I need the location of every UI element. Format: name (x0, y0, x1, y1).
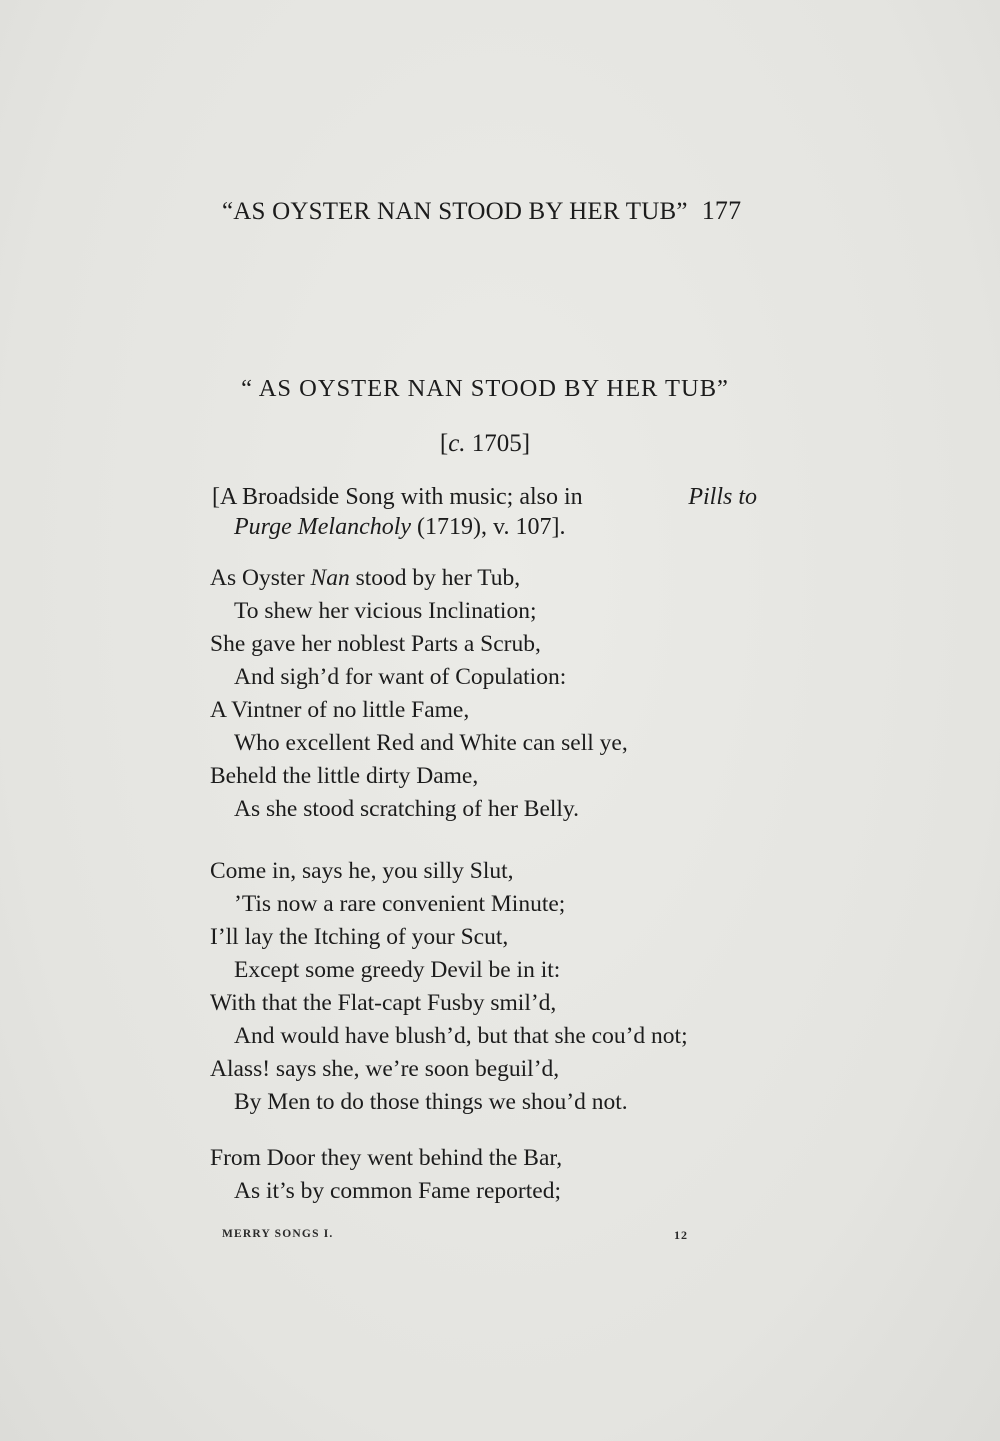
source-note-title-part-2: Purge Melancholy (234, 514, 412, 540)
source-note-line-2 (212, 512, 757, 542)
page-number: 177 (701, 196, 742, 225)
song-date (205, 430, 765, 458)
verse-line: Except some greedy Devil be in it: (234, 957, 561, 983)
date-year: 1705] (465, 430, 531, 457)
running-head (222, 196, 762, 226)
verse-line (210, 562, 770, 595)
verse-line: And sigh’d for want of Copulation: (234, 664, 567, 690)
verse-line: Alass! says she, we’re soon beguil’d, (210, 1056, 560, 1082)
date-circa: c. (448, 430, 466, 457)
signature-number: 12 (674, 1228, 688, 1242)
running-head-title: “AS OYSTER NAN STOOD BY HER TUB” (222, 198, 688, 225)
verse-line: Who excellent Red and White can sell ye, (234, 730, 628, 756)
source-note (212, 482, 757, 542)
source-note-line-1 (212, 482, 757, 512)
verse-line: From Door they went behind the Bar, (210, 1145, 563, 1171)
stanza-2 (210, 855, 770, 1119)
verse-line: Come in, says he, you silly Slut, (210, 858, 514, 884)
stanza-3 (210, 1142, 770, 1208)
source-note-title-part-1: Pills to (688, 484, 757, 510)
date-open-bracket: [ (439, 430, 449, 457)
verse-line: Beheld the little dirty Dame, (210, 763, 479, 789)
verse-line: I’ll lay the Itching of your Scut, (210, 924, 509, 950)
verse-line: As it’s by common Fame reported; (234, 1178, 561, 1204)
verse-italic-name: Nan (310, 565, 350, 591)
verse-text: As Oyster (210, 565, 311, 591)
verse-line: A Vintner of no little Fame, (210, 697, 470, 723)
stanza-1 (210, 562, 770, 826)
verse-line: By Men to do those things we shou’d not. (234, 1089, 628, 1115)
verse-line: And would have blush’d, but that she cou’d not; (234, 1023, 688, 1049)
song-title: “ AS OYSTER NAN STOOD BY HER TUB” (241, 375, 729, 402)
verse-line: To shew her vicious Inclination; (234, 598, 537, 624)
verse-line: ’Tis now a rare convenient Minute; (234, 891, 566, 917)
verse-text: stood by her Tub, (349, 565, 521, 591)
source-note-end: (1719), v. 107]. (411, 514, 566, 540)
verse-line: As she stood scratching of her Belly. (234, 796, 580, 822)
verse-line: With that the Flat-capt Fusby smil’d, (210, 990, 557, 1016)
signature-mark: MERRY SONGS I. (222, 1228, 334, 1240)
source-note-text: [A Broadside Song with music; also in (212, 484, 583, 510)
verse-line: She gave her noblest Parts a Scrub, (210, 631, 541, 657)
